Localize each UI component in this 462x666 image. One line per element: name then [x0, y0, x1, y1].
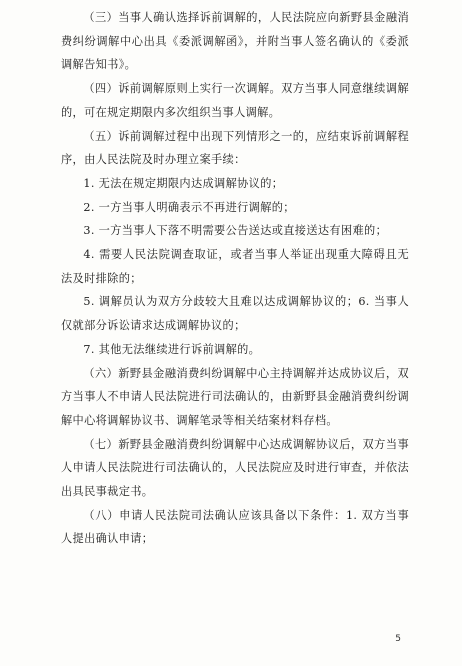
paragraph-6: （六）新野县金融消费纠纷调解中心主持调解并达成协议后，双方当事人不申请人民法院进行司法确认的，由新野县金融消费纠纷调解中心将调解协议书、调解笔录等相关结案材料存档。 — [61, 366, 409, 427]
list-item-7: 7. 其他无法继续进行诉前调解的。 — [83, 342, 261, 356]
paragraph-5: （五）诉前调解过程中出现下列情形之一的，应结束诉前调解程序，由人民法院及时办理立案手续： — [61, 129, 409, 167]
list-item-5-6: 5. 调解员认为双方分歧较大且难以达成调解协议的；6. 当事人仅就部分诉讼请求达成调解协议的； — [61, 295, 409, 333]
paragraph-4: （四）诉前调解原则上实行一次调解。双方当事人同意继续调解的，可在规定期限内多次组织当事人调解。 — [61, 82, 409, 119]
page-number: 5 — [395, 634, 401, 644]
list-item-4: 4. 需要人民法院调查取证，或者当事人举证出现重大障碍且无法及时排除的； — [61, 248, 409, 285]
paragraph-3: （三）当事人确认选择诉前调解的，人民法院应向新野县金融消费纠纷调解中心出具《委派调解函》，并附当事人签名确认的《委派调解告知书》。 — [61, 11, 409, 72]
list-item-1: 1. 无法在规定期限内达成调解协议的； — [83, 176, 284, 190]
paragraph-7: （七）新野县金融消费纠纷调解中心达成调解协议后，双方当事人申请人民法院进行司法确认的，人民法院应及时进行审查，并依法出具民事裁定书。 — [61, 437, 409, 499]
list-item-3: 3. 一方当事人下落不明需要公告送达或直接送达有困难的； — [83, 224, 388, 238]
body-text — [61, 6, 409, 551]
paragraph-8: （八）申请人民法院司法确认应该具备以下条件：1. 双方当事人提出确认申请； — [61, 508, 409, 546]
list-item-2: 2. 一方当事人明确表示不再进行调解的； — [83, 200, 295, 214]
